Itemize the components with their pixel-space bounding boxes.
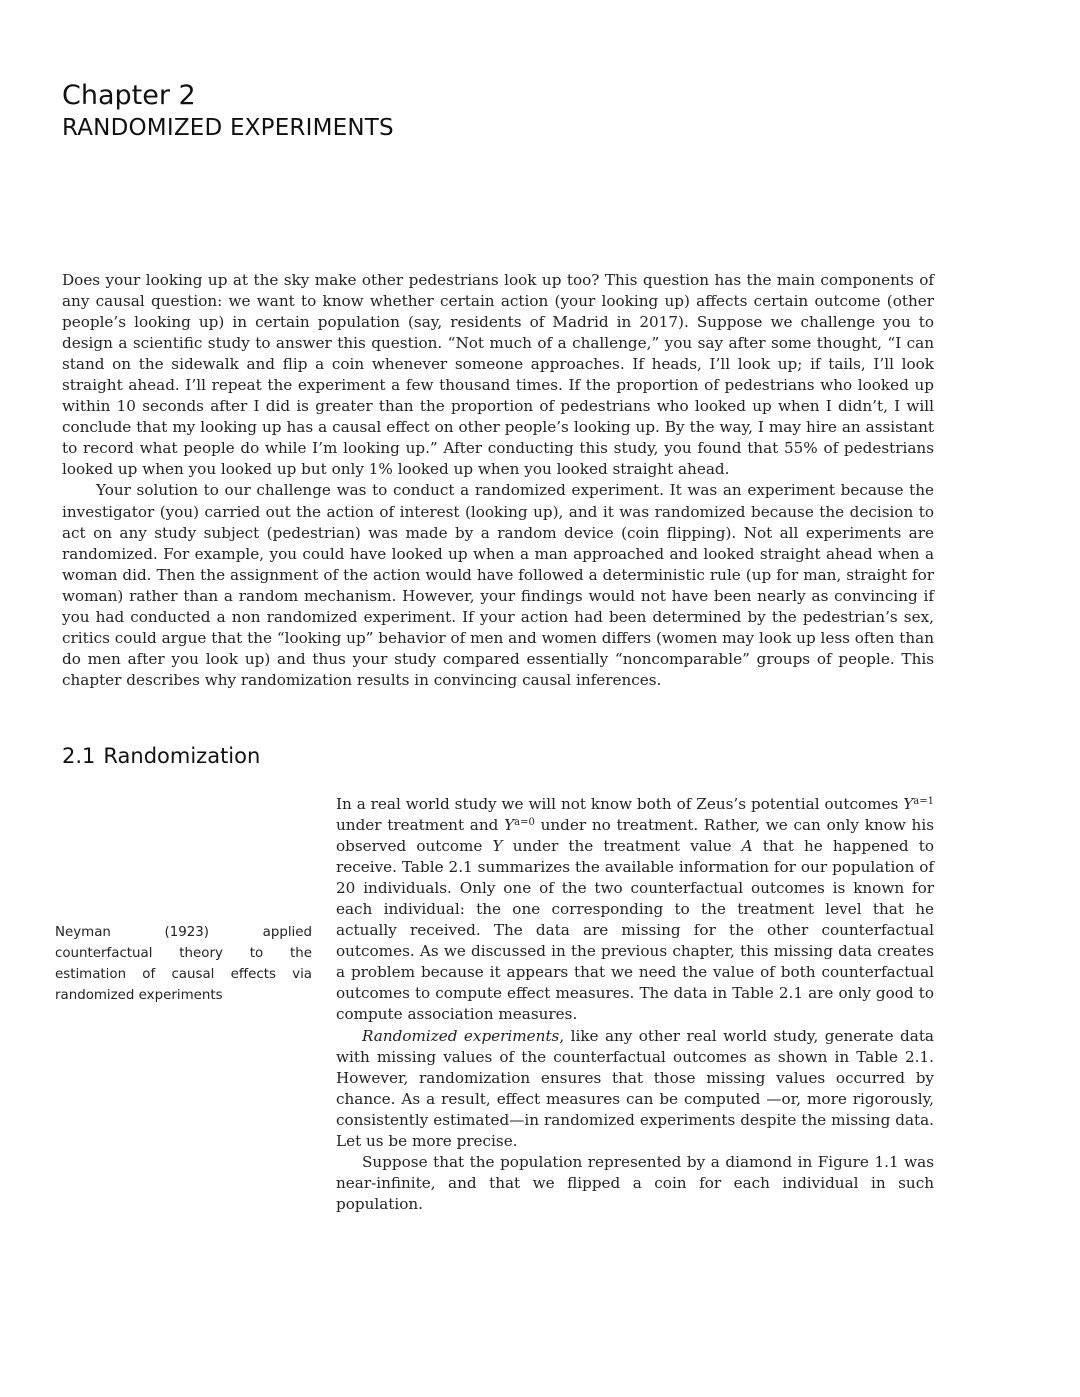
math-symbol: Y [504, 816, 515, 835]
math-superscript: a=1 [913, 796, 934, 807]
math-symbol: Y [903, 795, 914, 813]
text-run: In a real world study we will not know both of Zeus’s potential outcomes [336, 795, 904, 813]
math-symbol: Y [492, 837, 503, 856]
text-run: that he happened to receive. Table 2.1 summarizes the available information for our population of 20 individuals. Only one of the two counterfactual outcomes is known for each individual: the one corresponding to the treatment level that he actually received. The data are missing for the other counterfactual outcomes. As we discussed in the previous chapter, this missing data creates a problem because it appears that we need the value of both counterfactual outcomes to compute effect measures. The data in Table 2.1 are only good to compute association measures. [336, 837, 934, 1024]
margin-note: Neyman (1923) applied counterfactual theory to the estimation of causal effects via randomized experiments [55, 925, 312, 1003]
body-paragraph [336, 1026, 934, 1152]
section-number: 2.1 [62, 744, 96, 768]
chapter-number: Chapter 2 [62, 80, 196, 111]
intro-paragraph: Does your looking up at the sky make other pedestrians look up too? This question has the main components of any causal question: we want to know whether certain action (your looking up) affects certain outcome (other people’s looking up) in certain population (say, residents of Madrid in 2017). Suppose we challenge you to design a scientific study to answer this question. “Not much of a challenge,” you say after some thought, “I can stand on the sidewalk and flip a coin whenever someone approaches. If heads, I’ll look up; if tails, I’ll look straight ahead. I’ll repeat the experiment a few thousand times. If the proportion of pedestrians who looked up within 10 seconds after I did is greater than the proportion of pedestrians who looked up when I didn’t, I will conclude that my looking up has a causal effect on other people’s looking up. By the way, I may hire an assistant to record what people do while I’m looking up.” After conducting this study, you found that 55% of pedestrians looked up when you looked up but only 1% looked up when you looked straight ahead. [62, 271, 934, 479]
emphasis: Randomized experiments [362, 1026, 560, 1045]
section-title: Randomization [103, 744, 261, 768]
text-run: , like any other real world study, generate data with missing values of the counterfactual outcomes as shown in Table 2.1. However, randomization ensures that those missing values occurred by chance. As a result, effect measures can be computed —or, more rigorously, consistently estimated—in randomized experiments despite the missing data. Let us be more precise. [336, 1026, 934, 1150]
chapter-introduction [62, 270, 934, 691]
body-paragraph: Suppose that the population represented by a diamond in Figure 1.1 was near-infinite, and that we flipped a coin for each individual in such population. [336, 1152, 934, 1213]
text-run: under treatment and [336, 816, 505, 835]
section-body [336, 794, 934, 1215]
text-run: under the treatment value [502, 837, 742, 856]
body-paragraph [336, 794, 934, 1026]
math-superscript: a=0 [514, 817, 535, 829]
text-run: under no treatment. Rather, we can only know his observed outcome [336, 816, 934, 856]
intro-paragraph: Your solution to our challenge was to conduct a randomized experiment. It was an experiment because the investigator (you) carried out the action of interest (looking up), and it was randomized because the decision to act on any study subject (pedestrian) was made by a random device (coin flipping). Not all experiments are randomized. For example, you could have looked up when a man approached and looked straight ahead when a woman did. Then the assignment of the action would have followed a deterministic rule (up for man, straight for woman) rather than a random mechanism. However, your findings would not have been nearly as convincing if you had conducted a non randomized experiment. If your action had been determined by the pedestrian’s sex, critics could argue that the “looking up” behavior of men and women differs (women may look up less often than do men after you look up) and thus your study compared essentially “noncomparable” groups of people. This chapter describes why randomization results in convincing causal inferences. [62, 481, 934, 689]
math-symbol: A [741, 837, 753, 856]
section-heading [62, 744, 260, 768]
chapter-title: RANDOMIZED EXPERIMENTS [62, 115, 394, 141]
